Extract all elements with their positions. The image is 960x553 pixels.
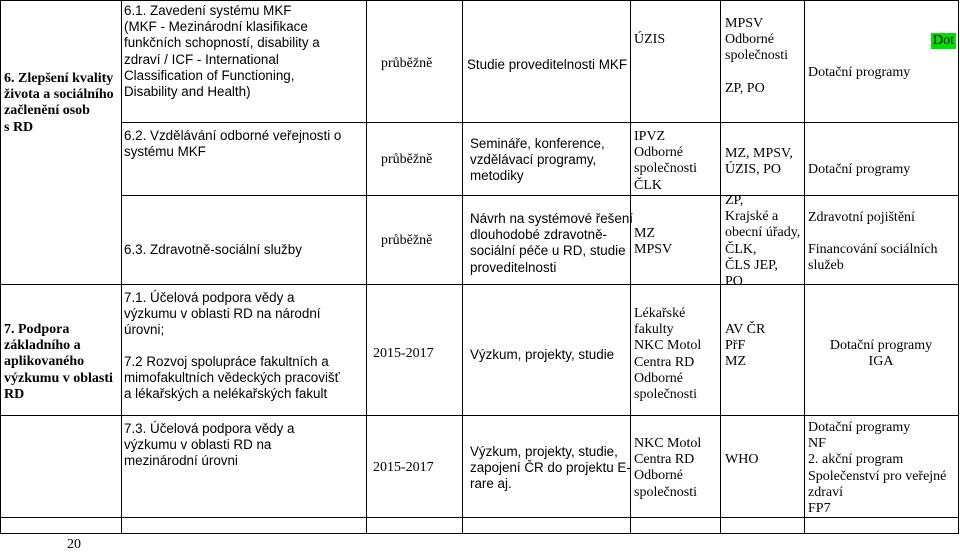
funding-6-3-a: Zdravotní pojištění bbox=[808, 210, 915, 225]
measure-7-3: 7.3. Účelová podpora vědy a výzkumu v oblasti RD na mezinárodní úrovni bbox=[124, 421, 295, 469]
cooperation-6-3: ZP, Krajské a obecní úřady, ČLK, ČLS JEP, PO bbox=[725, 193, 801, 290]
indicator-6-1: Studie proveditelnosti MKF bbox=[467, 57, 628, 72]
term-6-1: průběžně bbox=[381, 56, 433, 71]
responsible-7-1: Lékařské fakulty NKC Motol Centra RD Odborné společnosti bbox=[634, 306, 702, 403]
measure-7-1: 7.1. Účelová podpora vědy a výzkumu v oblasti RD na národní úrovni; bbox=[124, 290, 321, 338]
indicator-7-1: Výzkum, projekty, studie bbox=[470, 347, 615, 362]
measure-6-2: 6.2. Vzdělávání odborné veřejnosti o systému MKF bbox=[124, 128, 342, 160]
funding-7-1: Dotační programy IGA bbox=[829, 338, 933, 370]
cooperation-7-3: WHO bbox=[725, 452, 759, 467]
note-highlight: Dot bbox=[933, 33, 954, 48]
indicator-6-3: Návrh na systémové řešení dlouhodobé zdravotně- sociální péče u RD, studie proveditelnosti bbox=[470, 211, 633, 275]
term-6-3: průběžně bbox=[381, 233, 433, 248]
goal-7-label: 7. Podpora základního a aplikovaného výzkumu v oblasti RD bbox=[4, 322, 113, 402]
responsible-6-3: MZ MPSV bbox=[634, 226, 673, 258]
cooperation-6-2: MZ, MPSV, ÚZIS, PO bbox=[725, 146, 793, 178]
term-7-1: 2015-2017 bbox=[373, 346, 434, 361]
indicator-6-2: Semináře, konference, vzdělávací programy, metodiky bbox=[470, 136, 605, 184]
responsible-6-1: ÚZIS bbox=[634, 32, 666, 47]
measure-6-1: 6.1. Zavedení systému MKF (MKF - Mezinárodní klasifikace funkčních schopností, disability a zdraví / ICF - International Classification of Functioning, Disability and Health) bbox=[124, 3, 320, 100]
responsible-6-2: IPVZ Odborné společnosti ČLK bbox=[634, 129, 697, 193]
page-number: 20 bbox=[67, 537, 81, 552]
funding-6-3-b: Financování sociálních služeb bbox=[808, 242, 938, 274]
measure-6-3: 6.3. Zdravotně-sociální služby bbox=[124, 242, 302, 257]
goal-6-label: 6. Zlepšení kvality života a sociálního začlenění osob s RD bbox=[4, 71, 114, 135]
measure-7-2: 7.2 Rozvoj spolupráce fakultních a mimofakultních vědeckých pracovišť a lékařských a nelékařských fakult bbox=[124, 354, 340, 402]
funding-7-3: Dotační programy NF 2. akční program Společenství pro veřejné zdraví FP7 bbox=[808, 420, 947, 517]
cooperation-6-1: MPSV Odborné společnosti ZP, PO bbox=[725, 16, 788, 96]
responsible-7-3: NKC Motol Centra RD Odborné společnosti bbox=[634, 436, 702, 500]
funding-6-1: Dotační programy bbox=[808, 65, 911, 80]
cooperation-7-1: AV ČR PřF MZ bbox=[725, 322, 766, 370]
term-7-3: 2015-2017 bbox=[373, 460, 434, 475]
funding-6-2: Dotační programy bbox=[808, 162, 911, 177]
term-6-2: průběžně bbox=[381, 152, 433, 167]
indicator-7-3: Výzkum, projekty, studie, zapojení ČR do projektu E- rare aj. bbox=[470, 444, 631, 492]
